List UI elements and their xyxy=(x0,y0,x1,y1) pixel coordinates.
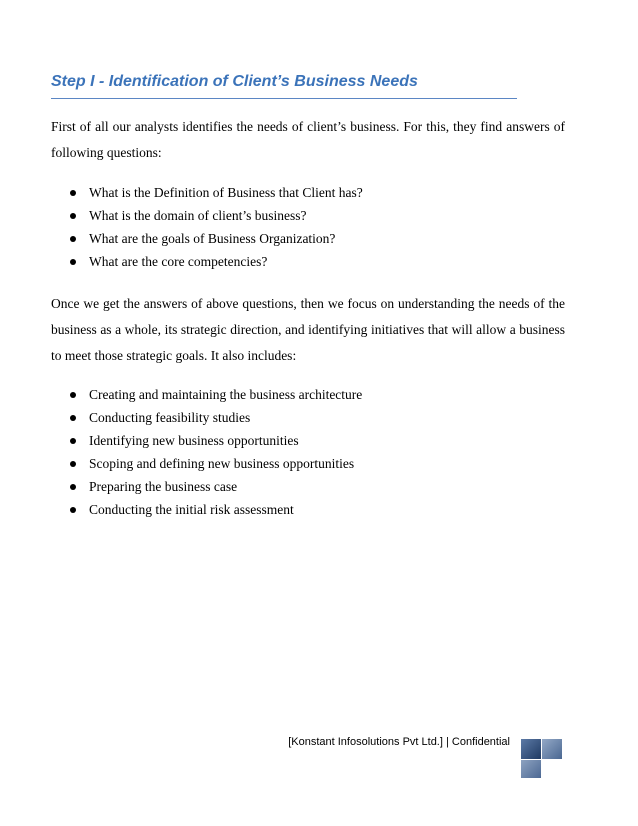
bullet-icon xyxy=(70,461,76,467)
list-item-text: Conducting feasibility studies xyxy=(89,410,251,425)
bullet-icon xyxy=(70,438,76,444)
list-item xyxy=(51,498,362,521)
list-item xyxy=(51,227,363,250)
list-item-text: What is the Definition of Business that Client has? xyxy=(89,185,363,200)
logo-square-top-right xyxy=(542,739,562,759)
list-item xyxy=(51,429,362,452)
section-heading: Step I - Identification of Client’s Business Needs xyxy=(51,73,517,99)
list-item xyxy=(51,406,362,429)
bullet-icon xyxy=(70,190,76,196)
logo-square-top-left xyxy=(521,739,541,759)
list-item xyxy=(51,475,362,498)
intro-paragraph: First of all our analysts identifies the needs of client’s business. For this, they find answers of following questions: xyxy=(51,119,565,160)
list-item xyxy=(51,250,363,273)
list-item-text: What are the goals of Business Organization? xyxy=(89,231,336,246)
bullet-icon xyxy=(70,259,76,265)
questions-list xyxy=(51,181,363,273)
list-item-text: Scoping and defining new business opportunities xyxy=(89,456,355,471)
bullet-icon xyxy=(70,392,76,398)
footer-text: [Konstant Infosolutions Pvt Ltd.] | Confidential xyxy=(288,736,510,748)
bullet-icon xyxy=(70,236,76,242)
list-item-text: Conducting the initial risk assessment xyxy=(89,502,294,517)
company-logo-icon xyxy=(521,739,563,779)
list-item-text: Preparing the business case xyxy=(89,479,238,494)
list-item xyxy=(51,383,362,406)
logo-square-bottom-left xyxy=(521,760,541,778)
bullet-icon xyxy=(70,507,76,513)
focus-paragraph: Once we get the answers of above questions, then we focus on understanding the needs of the business as a whole, its strategic direction, and identifying initiatives that will allow a business to meet those strategic goals. It also includes: xyxy=(51,296,565,363)
list-item xyxy=(51,181,363,204)
list-item xyxy=(51,452,362,475)
list-item-text: What are the core competencies? xyxy=(89,254,268,269)
bullet-icon xyxy=(70,213,76,219)
list-item-text: Identifying new business opportunities xyxy=(89,433,299,448)
list-item xyxy=(51,204,363,227)
includes-list xyxy=(51,383,362,521)
list-item-text: Creating and maintaining the business architecture xyxy=(89,387,363,402)
bullet-icon xyxy=(70,415,76,421)
list-item-text: What is the domain of client’s business? xyxy=(89,208,307,223)
bullet-icon xyxy=(70,484,76,490)
